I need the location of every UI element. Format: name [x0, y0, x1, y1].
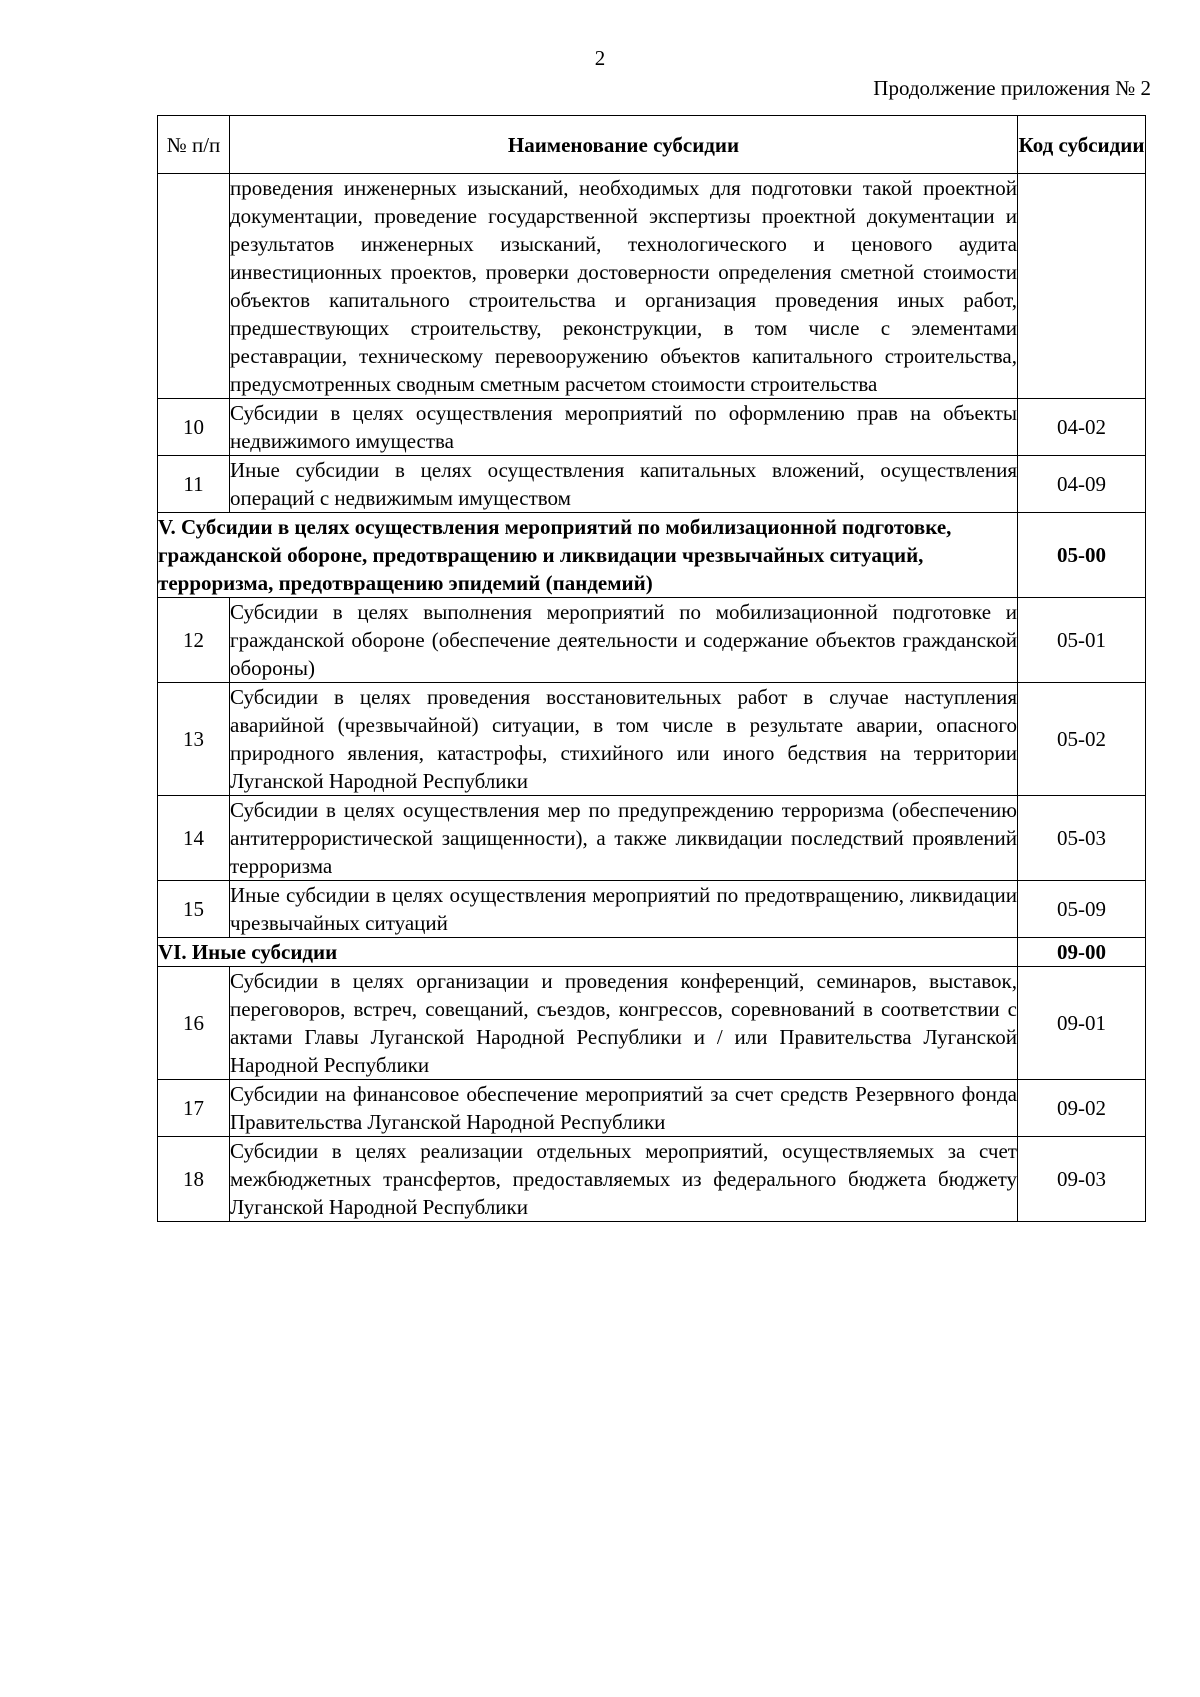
- table-row: [158, 1080, 1146, 1137]
- row-num: 18: [158, 1137, 230, 1222]
- row-num: 15: [158, 881, 230, 938]
- subsidy-table: [157, 115, 1146, 1222]
- table-row: [158, 399, 1146, 456]
- row-name: Субсидии в целях осуществления мероприятий по оформлению прав на объекты недвижимого имущества: [230, 399, 1018, 456]
- section-code: 09-00: [1018, 938, 1146, 967]
- row-code: 05-03: [1018, 796, 1146, 881]
- header-num: № п/п: [158, 116, 230, 174]
- row-num: 17: [158, 1080, 230, 1137]
- section-row: [158, 938, 1146, 967]
- header-name: Наименование субсидии: [230, 116, 1018, 174]
- table-row: [158, 881, 1146, 938]
- row-name: Субсидии на финансовое обеспечение мероприятий за счет средств Резервного фонда Правительства Луганской Народной Республики: [230, 1080, 1018, 1137]
- row-num: 14: [158, 796, 230, 881]
- section-title: V. Субсидии в целях осуществления мероприятий по мобилизационной подготовке, гражданской обороне, предотвращению и ликвидации чрезвычайных ситуаций, терроризма, предотвращению эпидемий (пандемий): [158, 513, 1018, 598]
- row-code: [1018, 174, 1146, 399]
- row-name: Субсидии в целях выполнения мероприятий по мобилизационной подготовке и гражданской обороне (обеспечение деятельности и содержание объектов гражданской обороны): [230, 598, 1018, 683]
- row-num: 11: [158, 456, 230, 513]
- row-code: 04-09: [1018, 456, 1146, 513]
- row-name: Иные субсидии в целях осуществления мероприятий по предотвращению, ликвидации чрезвычайных ситуаций: [230, 881, 1018, 938]
- table-row: [158, 967, 1146, 1080]
- row-code: 09-03: [1018, 1137, 1146, 1222]
- row-num: 16: [158, 967, 230, 1080]
- row-code: 05-09: [1018, 881, 1146, 938]
- row-name: Субсидии в целях осуществления мер по предупреждению терроризма (обеспечению антитеррористической защищенности), а также ликвидации последствий проявлений терроризма: [230, 796, 1018, 881]
- row-code: 05-02: [1018, 683, 1146, 796]
- table-row: [158, 456, 1146, 513]
- row-name: проведения инженерных изысканий, необходимых для подготовки такой проектной документации, проведение государственной экспертизы проектной документации и результатов инженерных изысканий, технологического и ценового аудита инвестиционных проектов, проверки достоверности определения сметной стоимости объектов капитального строительства и организация проведения иных работ, предшествующих строительству, реконструкции, в том числе с элементами реставрации, техническому перевооружению объектов капитального строительства, предусмотренных сводным сметным расчетом стоимости строительства: [230, 174, 1018, 399]
- section-row: [158, 513, 1146, 598]
- row-name: Субсидии в целях организации и проведения конференций, семинаров, выставок, переговоров, встреч, совещаний, съездов, конгрессов, соревнований в соответствии с актами Главы Луганской Народной Республики и / или Правительства Луганской Народной Республики: [230, 967, 1018, 1080]
- section-title: VI. Иные субсидии: [158, 938, 1018, 967]
- row-num: 12: [158, 598, 230, 683]
- row-name: Субсидии в целях проведения восстановительных работ в случае наступления аварийной (чрезвычайной) ситуации, в том числе в результате аварии, опасного природного явления, катастрофы, стихийного или иного бедствия на территории Луганской Народной Республики: [230, 683, 1018, 796]
- row-name: Субсидии в целях реализации отдельных мероприятий, осуществляемых за счет межбюджетных трансфертов, предоставляемых из федерального бюджета бюджету Луганской Народной Республики: [230, 1137, 1018, 1222]
- header-code: Код субсидии: [1018, 116, 1146, 174]
- table-row: [158, 598, 1146, 683]
- row-code: 05-01: [1018, 598, 1146, 683]
- row-num: 13: [158, 683, 230, 796]
- page-number: 2: [594, 46, 606, 70]
- table-header: [158, 116, 1146, 174]
- row-name: Иные субсидии в целях осуществления капитальных вложений, осуществления операций с недвижимым имуществом: [230, 456, 1018, 513]
- table-row: [158, 1137, 1146, 1222]
- table-row: [158, 796, 1146, 881]
- row-code: 09-02: [1018, 1080, 1146, 1137]
- row-code: 09-01: [1018, 967, 1146, 1080]
- row-num: 10: [158, 399, 230, 456]
- table-row: [158, 683, 1146, 796]
- table-row: [158, 174, 1146, 399]
- continuation-label: Продолжение приложения № 2: [873, 76, 1151, 100]
- section-code: 05-00: [1018, 513, 1146, 598]
- row-code: 04-02: [1018, 399, 1146, 456]
- row-num: [158, 174, 230, 399]
